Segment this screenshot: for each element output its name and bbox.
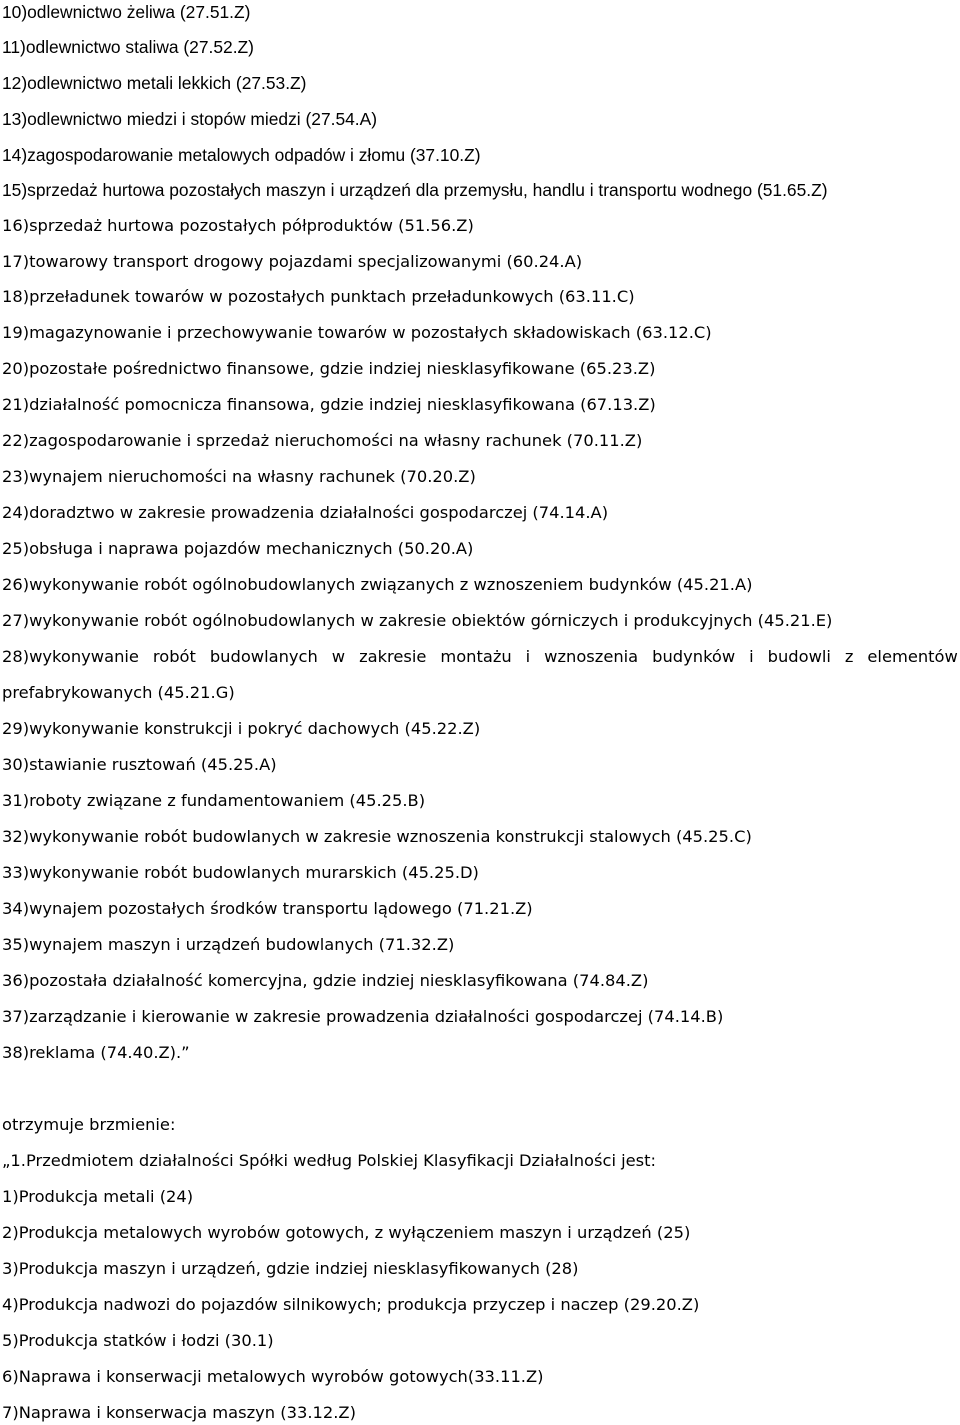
list-item: 11)odlewnictwo staliwa (27.52.Z) xyxy=(2,37,254,57)
justified-word: budowlanych xyxy=(209,647,318,666)
list-item: 26)wykonywanie robót ogólnobudowlanych związanych z wznoszeniem budynków (45.21.A) xyxy=(2,575,753,594)
list-item: 16)sprzedaż hurtowa pozostałych półproduktów (51.56.Z) xyxy=(2,216,474,235)
list-item: 1)Produkcja metali (24) xyxy=(2,1187,194,1206)
new-intro: „1.Przedmiotem działalności Spółki według Polskiej Klasyfikacji Działalności jest: xyxy=(2,1151,657,1170)
list-item: 31)roboty związane z fundamentowaniem (45.25.B) xyxy=(2,791,426,810)
justified-word: elementów xyxy=(867,647,958,666)
list-item: 3)Produkcja maszyn i urządzeń, gdzie indziej niesklasyfikowanych (28) xyxy=(2,1259,579,1278)
list-item: 23)wynajem nieruchomości na własny rachunek (70.20.Z) xyxy=(2,467,476,486)
list-item-justified xyxy=(2,646,958,668)
list-item: 20)pozostałe pośrednictwo finansowe, gdzie indziej niesklasyfikowane (65.23.Z) xyxy=(2,359,656,378)
justified-word: budynków xyxy=(652,647,736,666)
list-item: 4)Produkcja nadwozi do pojazdów silnikowych; produkcja przyczep i naczep (29.20.Z) xyxy=(2,1295,700,1314)
list-item: 10)odlewnictwo żeliwa (27.51.Z) xyxy=(2,2,251,22)
list-item: 18)przeładunek towarów w pozostałych punktach przeładunkowych (63.11.C) xyxy=(2,287,635,306)
justified-word: zakresie xyxy=(359,647,427,666)
list-item: 38)reklama (74.40.Z).” xyxy=(2,1043,190,1062)
list-item: 29)wykonywanie konstrukcji i pokryć dachowych (45.22.Z) xyxy=(2,719,481,738)
list-item: 21)działalność pomocnicza finansowa, gdzie indziej niesklasyfikowana (67.13.Z) xyxy=(2,395,656,414)
justified-word: montażu xyxy=(440,647,512,666)
list-item: 15)sprzedaż hurtowa pozostałych maszyn i urządzeń dla przemysłu, handlu i transportu wodnego (51.65.Z) xyxy=(2,180,828,200)
list-item: 36)pozostała działalność komercyjna, gdzie indziej niesklasyfikowana (74.84.Z) xyxy=(2,971,649,990)
list-item: 12)odlewnictwo metali lekkich (27.53.Z) xyxy=(2,73,307,93)
list-item: 6)Naprawa i konserwacji metalowych wyrobów gotowych(33.11.Z) xyxy=(2,1367,544,1386)
justified-word: z xyxy=(844,647,854,666)
list-item: 22)zagospodarowanie i sprzedaż nieruchomości na własny rachunek (70.11.Z) xyxy=(2,431,643,450)
justified-word: i xyxy=(525,647,531,666)
list-item: 5)Produkcja statków i łodzi (30.1) xyxy=(2,1331,274,1350)
list-item: 34)wynajem pozostałych środków transportu lądowego (71.21.Z) xyxy=(2,899,533,918)
list-item: 25)obsługa i naprawa pojazdów mechanicznych (50.20.A) xyxy=(2,539,474,558)
list-item: 13)odlewnictwo miedzi i stopów miedzi (27.54.A) xyxy=(2,109,378,129)
list-item: 30)stawianie rusztowań (45.25.A) xyxy=(2,755,277,774)
justified-word: budowli xyxy=(767,647,831,666)
list-item-continuation: prefabrykowanych (45.21.G) xyxy=(2,683,235,702)
list-item: 32)wykonywanie robót budowlanych w zakresie wznoszenia konstrukcji stalowych (45.25.C) xyxy=(2,827,752,846)
justified-word: i xyxy=(749,647,754,666)
list-item: 24)doradztwo w zakresie prowadzenia działalności gospodarczej (74.14.A) xyxy=(2,503,609,522)
justified-word: wznoszenia xyxy=(544,647,639,666)
list-item: 27)wykonywanie robót ogólnobudowlanych w zakresie obiektów górniczych i produkcyjnych (45.21.E) xyxy=(2,611,833,630)
justified-word: 28)wykonywanie xyxy=(2,647,139,666)
list-item: 37)zarządzanie i kierowanie w zakresie prowadzenia działalności gospodarczej (74.14.B) xyxy=(2,1007,724,1026)
transition-text: otrzymuje brzmienie: xyxy=(2,1115,176,1134)
list-item: 33)wykonywanie robót budowlanych murarskich (45.25.D) xyxy=(2,863,479,882)
justified-word: robót xyxy=(152,647,196,666)
list-item: 2)Produkcja metalowych wyrobów gotowych, z wyłączeniem maszyn i urządzeń (25) xyxy=(2,1223,691,1242)
list-item: 14)zagospodarowanie metalowych odpadów i złomu (37.10.Z) xyxy=(2,145,481,165)
list-item: 7)Naprawa i konserwacja maszyn (33.12.Z) xyxy=(2,1403,356,1422)
justified-word: w xyxy=(331,647,346,666)
list-item: 19)magazynowanie i przechowywanie towarów w pozostałych składowiskach (63.12.C) xyxy=(2,323,712,342)
list-item: 17)towarowy transport drogowy pojazdami specjalizowanymi (60.24.A) xyxy=(2,252,583,271)
list-item: 35)wynajem maszyn i urządzeń budowlanych (71.32.Z) xyxy=(2,935,455,954)
